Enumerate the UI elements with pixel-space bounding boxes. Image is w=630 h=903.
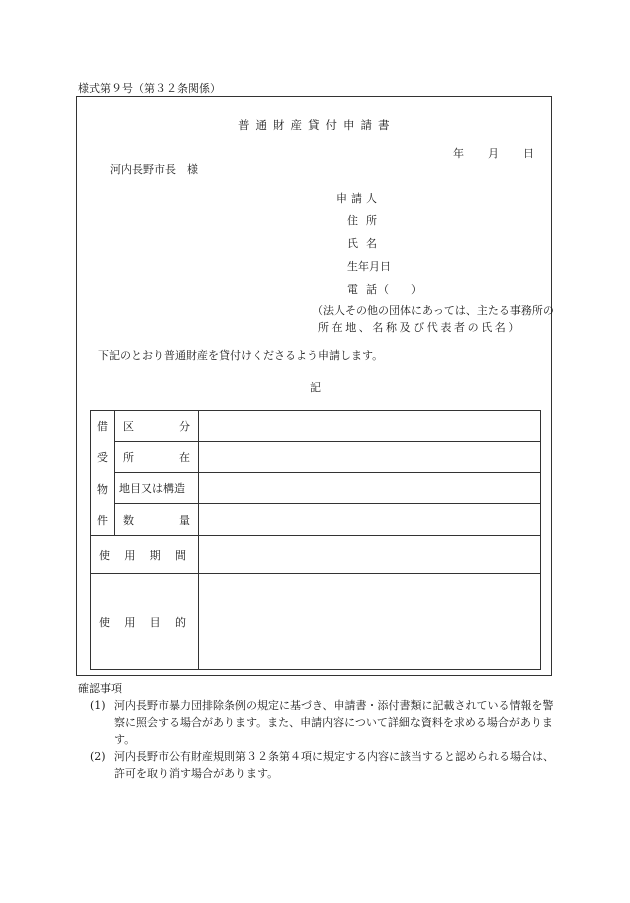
name-label: 氏名: [347, 237, 385, 250]
addressee: 河内長野市長 様: [110, 163, 198, 176]
location-label: 所 在: [115, 442, 199, 473]
land-type-structure-label: 地目又は構造: [115, 473, 199, 504]
date-year: 年: [453, 147, 464, 160]
address-label: 住所: [347, 214, 385, 227]
quantity-value-cell[interactable]: [199, 504, 541, 536]
date-day: 日: [523, 147, 534, 160]
form-title: 普通財産貸付申請書: [238, 118, 396, 132]
category-label: 区 分: [115, 411, 199, 442]
birthdate-label: 生年月日: [347, 260, 391, 273]
form-number: 様式第９号（第３２条関係）: [78, 82, 221, 95]
note-item: (2) 河内長野市公有財産規則第３２条第４項に規定する内容に該当すると認められる場合は、許可を取り消す場合があります。: [90, 750, 554, 780]
land-type-structure-value-cell[interactable]: [199, 473, 541, 504]
phone-label: 電話: [347, 283, 385, 296]
date-month: 月: [488, 147, 499, 160]
location-value-cell[interactable]: [199, 442, 541, 473]
corp-note-line2: 所在地、名称及び代表者の氏名）: [318, 321, 522, 334]
phone-parentheses: （ ）: [378, 283, 422, 296]
corp-note-line1: （法人その他の団体にあっては、主たる事務所の: [312, 304, 554, 317]
applicant-heading: 申請人: [336, 192, 381, 205]
usage-period-value-cell[interactable]: [199, 536, 541, 574]
notes-heading: 確認事項: [78, 682, 122, 695]
category-value-cell[interactable]: [199, 411, 541, 442]
confirmation-notes: [78, 680, 558, 782]
usage-purpose-label: 使 用 目 的: [91, 574, 199, 670]
ki-marker: 記: [310, 381, 321, 394]
usage-period-label: 使 用 期 間: [91, 536, 199, 574]
usage-purpose-value-cell[interactable]: [199, 574, 541, 670]
property-table: [90, 410, 541, 670]
borrowed-property-group-label: 借 受 物 件: [91, 411, 115, 536]
request-text: 下記のとおり普通財産を貸付けくださるよう申請します。: [98, 349, 384, 362]
quantity-label: 数 量: [115, 504, 199, 536]
note-item: (1) 河内長野市暴力団排除条例の規定に基づき、申請書・添付書類に記載されている情報を警察に照会する場合があります。また、申請内容について詳細な資料を求める場合があります。: [90, 699, 554, 746]
